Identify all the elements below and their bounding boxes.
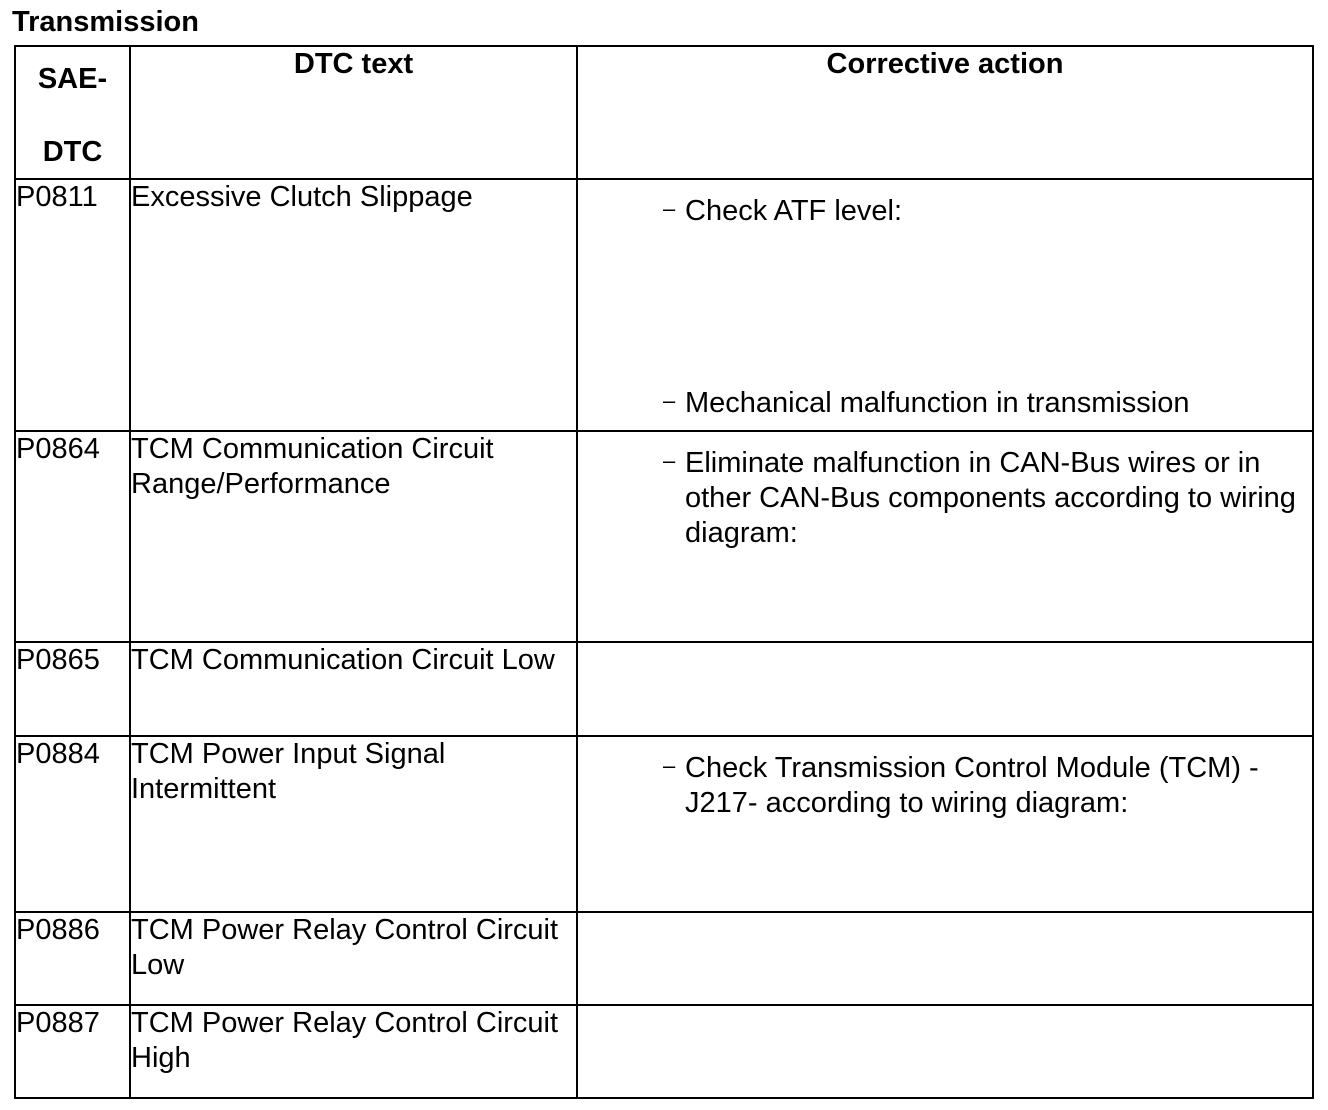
corrective-action-cell	[577, 1005, 1313, 1098]
dtc-code: P0886	[15, 912, 130, 1005]
table-row	[15, 431, 1313, 642]
dtc-text: TCM Power Input Signal Intermittent	[130, 736, 577, 912]
header-corrective-action: Corrective action	[577, 46, 1313, 179]
dtc-code: P0865	[15, 642, 130, 736]
dtc-text: TCM Communication Circuit Low	[130, 642, 577, 736]
header-dtc-text: DTC text	[130, 46, 577, 179]
action-text: Check ATF level:	[685, 195, 903, 227]
section-title: Transmission	[12, 6, 199, 38]
corrective-action-cell	[577, 736, 1313, 912]
dash-icon: –	[663, 388, 676, 413]
dtc-text: Excessive Clutch Slippage	[130, 179, 577, 431]
dtc-table	[14, 45, 1314, 1099]
dtc-text: TCM Power Relay Control Circuit High	[130, 1005, 577, 1098]
dtc-text: TCM Communication Circuit Range/Performance	[130, 431, 577, 642]
corrective-action-cell	[577, 179, 1313, 431]
dash-icon: –	[663, 753, 676, 778]
dtc-text: TCM Power Relay Control Circuit Low	[130, 912, 577, 1005]
table-row	[15, 912, 1313, 1005]
corrective-action-cell	[577, 912, 1313, 1005]
table-row	[15, 179, 1313, 431]
action-text: Eliminate malfunction in CAN-Bus wires or in other CAN-Bus components according to wiring diagram:	[685, 447, 1296, 549]
dash-icon: –	[663, 196, 676, 221]
corrective-action-cell	[577, 642, 1313, 736]
action-item	[663, 194, 1315, 229]
table-row	[15, 736, 1313, 912]
action-text: Mechanical malfunction in transmission	[685, 387, 1190, 419]
table-header-row	[15, 46, 1313, 179]
action-item	[663, 446, 1305, 551]
table-row	[15, 1005, 1313, 1098]
header-sae-dtc-line1: SAE-	[37, 63, 108, 95]
action-item	[663, 751, 1305, 821]
dtc-code: P0887	[15, 1005, 130, 1098]
dtc-code: P0884	[15, 736, 130, 912]
header-sae-dtc-line2: DTC	[42, 136, 103, 168]
corrective-action-cell	[577, 431, 1313, 642]
dtc-code: P0864	[15, 431, 130, 642]
table-row	[15, 642, 1313, 736]
header-sae-dtc	[15, 46, 130, 179]
action-item	[663, 386, 1315, 421]
dtc-code: P0811	[15, 179, 130, 431]
dash-icon: –	[663, 448, 676, 473]
action-text: Check Transmission Control Module (TCM) -J217- according to wiring diagram:	[685, 752, 1259, 819]
